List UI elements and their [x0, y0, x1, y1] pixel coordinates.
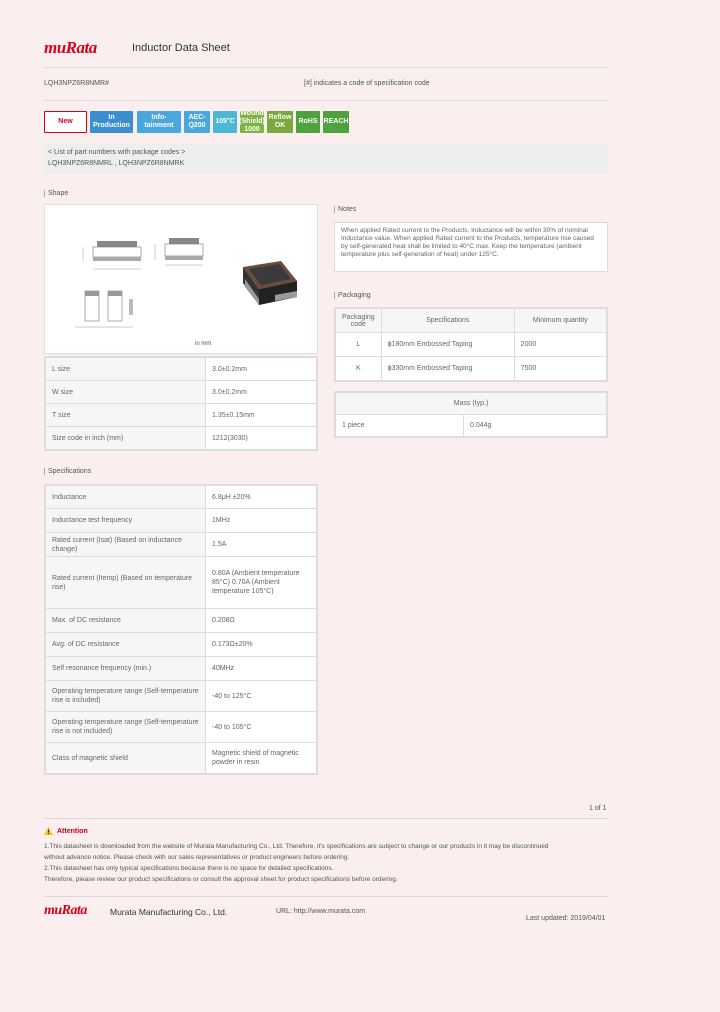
side-view-right — [155, 238, 203, 265]
badge-7: RoHS — [296, 111, 320, 133]
attention-line-4: Therefore, please review our product specifications or consult the approval sheet for product specifications before ordering. — [44, 876, 398, 883]
spec-row — [46, 557, 317, 609]
specifications-table — [44, 484, 318, 775]
page-number: 1 of 1 — [589, 805, 607, 812]
badge-4: 105°C — [213, 111, 237, 133]
spec-row-label: Operating temperature range (Self-temperature rise is included) — [46, 681, 206, 712]
badge-8: REACH — [323, 111, 349, 133]
side-view-left — [83, 241, 141, 269]
spec-row-label: Class of magnetic shield — [46, 743, 206, 774]
attention-line-2: without advance notice. Please check with our sales representatives or product engineers before ordering. — [44, 854, 350, 861]
shape-row-value: 3.0±0.2mm — [206, 381, 317, 404]
badge-0: New — [44, 111, 87, 133]
packaging-qty-cell: 2000 — [514, 333, 606, 357]
spec-row-value: 0.208Ω — [206, 609, 317, 633]
spec-row-label: Inductance — [46, 486, 206, 509]
badge-5: Wound (Shield) 1000 — [239, 110, 265, 133]
shape-row — [46, 404, 317, 427]
spec-row — [46, 681, 317, 712]
footer-murata-logo[interactable]: muRata — [44, 903, 87, 918]
warning-icon — [44, 827, 53, 835]
part-list-box — [44, 144, 608, 174]
notes-box — [334, 222, 608, 272]
spec-row-label: Self resonance frequency (min.) — [46, 657, 206, 681]
company-url[interactable]: URL: http://www.murata.com — [276, 908, 366, 915]
notes-section-title: Notes — [334, 206, 356, 213]
spec-row — [46, 609, 317, 633]
spec-row — [46, 743, 317, 774]
spec-row — [46, 712, 317, 743]
inductor-3d-image[interactable] — [243, 261, 297, 305]
spec-row-value: 40MHz — [206, 657, 317, 681]
spec-row — [46, 633, 317, 657]
shape-section-title: Shape — [44, 190, 68, 197]
spec-row-label: Rated current (Itemp) (Based on temperature rise) — [46, 557, 206, 609]
shape-row — [46, 358, 317, 381]
dimension-unit-caption: in mm — [195, 341, 212, 347]
company-name: Murata Manufacturing Co., Ltd. — [110, 907, 228, 917]
part-number: LQH3NPZ6R8NMR# — [44, 80, 109, 87]
spec-row-label: Avg. of DC resistance — [46, 633, 206, 657]
shape-row-label: Size code in inch (mm) — [46, 427, 206, 450]
packaging-spec-cell: ϕ180mm Embossed Taping — [381, 333, 514, 357]
packaging-row — [336, 357, 607, 381]
spec-row — [46, 509, 317, 533]
badge-1: In Production — [90, 111, 133, 133]
packaging-row — [336, 333, 607, 357]
badge-6: Reflow OK — [267, 111, 293, 133]
packaging-table — [334, 307, 608, 382]
spec-row-label: Max. of DC resistance — [46, 609, 206, 633]
mass-header: Mass (typ.) — [336, 393, 607, 415]
dimension-drawing — [45, 205, 317, 353]
shape-dimension-table — [44, 356, 318, 451]
spec-row — [46, 486, 317, 509]
min-quantity-header: Minimum quantity — [514, 309, 606, 333]
spec-row-value: 0.80A (Ambient temperature 85°C) 0.70A (Ambient temperature 105°C) — [206, 557, 317, 609]
packaging-spec-cell: ϕ330mm Embossed Taping — [381, 357, 514, 381]
notes-text: When applied Rated current to the Products, Inductance will be within 30% of nominal Inductance value. When applied Rated current to the Products, temperature rise caused by self-generated heat shall be limited to 40°C max. Keep the temperature (ambient temperature plus self-generation of heat) under 125°C. — [341, 227, 594, 258]
shape-row-label: L size — [46, 358, 206, 381]
shape-row — [46, 381, 317, 404]
bottom-view — [75, 291, 133, 327]
spec-code-note: [#] indicates a code of specification code — [304, 80, 430, 87]
mass-value: 0.044g — [464, 415, 607, 437]
footer-divider — [44, 896, 608, 897]
packaging-code-cell: K — [336, 357, 382, 381]
shape-row-value: 1.35±0.15mm — [206, 404, 317, 427]
shape-drawing-panel — [44, 204, 318, 354]
spec-row-value: -40 to 105°C — [206, 712, 317, 743]
part-list-numbers: LQH3NPZ6R8NMRL , LQH3NPZ6R8NMRK — [48, 160, 185, 167]
packaging-code-header: Packaging code — [336, 309, 382, 333]
page-title: Inductor Data Sheet — [132, 42, 230, 54]
specifications-header: Specifications — [381, 309, 514, 333]
badge-2: Info-tainment — [137, 111, 181, 133]
spec-row-value: 6.8μH ±20% — [206, 486, 317, 509]
spec-row-value: 1.5A — [206, 533, 317, 557]
spec-row-value: 0.173Ω±20% — [206, 633, 317, 657]
spec-row-label: Operating temperature range (Self-temperature rise is not included) — [46, 712, 206, 743]
spec-row-label: Rated current (Isat) (Based on inductance change) — [46, 533, 206, 557]
attention-title: Attention — [57, 827, 88, 835]
shape-row — [46, 427, 317, 450]
shape-row-value: 3.0±0.2mm — [206, 358, 317, 381]
spec-row — [46, 657, 317, 681]
mass-label: 1 piece — [336, 415, 464, 437]
last-updated: Last updated: 2019/04/01 — [526, 915, 606, 922]
part-divider — [44, 100, 608, 101]
murata-logo[interactable]: muRata — [44, 38, 97, 57]
attention-line-1: 1.This datasheet is downloaded from the website of Murata Manufacturing Co., Ltd. Therefore, it's specifications are subject to change or our products in it may be discontinued — [44, 843, 549, 850]
shape-row-label: W size — [46, 381, 206, 404]
packaging-qty-cell: 7500 — [514, 357, 606, 381]
badge-3: AEC-Q200 — [184, 111, 210, 133]
mass-table — [334, 391, 608, 438]
spec-row-value: 1MHz — [206, 509, 317, 533]
header-divider — [44, 67, 608, 68]
spec-row-label: Inductance test frequency — [46, 509, 206, 533]
attention-divider — [44, 818, 608, 819]
packaging-code-cell: L — [336, 333, 382, 357]
part-list-heading: < List of part numbers with package codes > — [48, 149, 186, 156]
shape-row-value: 1212(3030) — [206, 427, 317, 450]
specifications-section-title: Specifications — [44, 468, 91, 475]
shape-row-label: T size — [46, 404, 206, 427]
packaging-section-title: Packaging — [334, 292, 371, 299]
attention-line-3: 2.This datasheet has only typical specifications because there is no space for detailed specifications. — [44, 865, 334, 872]
spec-row-value: -40 to 125°C — [206, 681, 317, 712]
spec-row-value: Magnetic shield of magnetic powder in resin — [206, 743, 317, 774]
spec-row — [46, 533, 317, 557]
attention-heading — [44, 827, 88, 835]
